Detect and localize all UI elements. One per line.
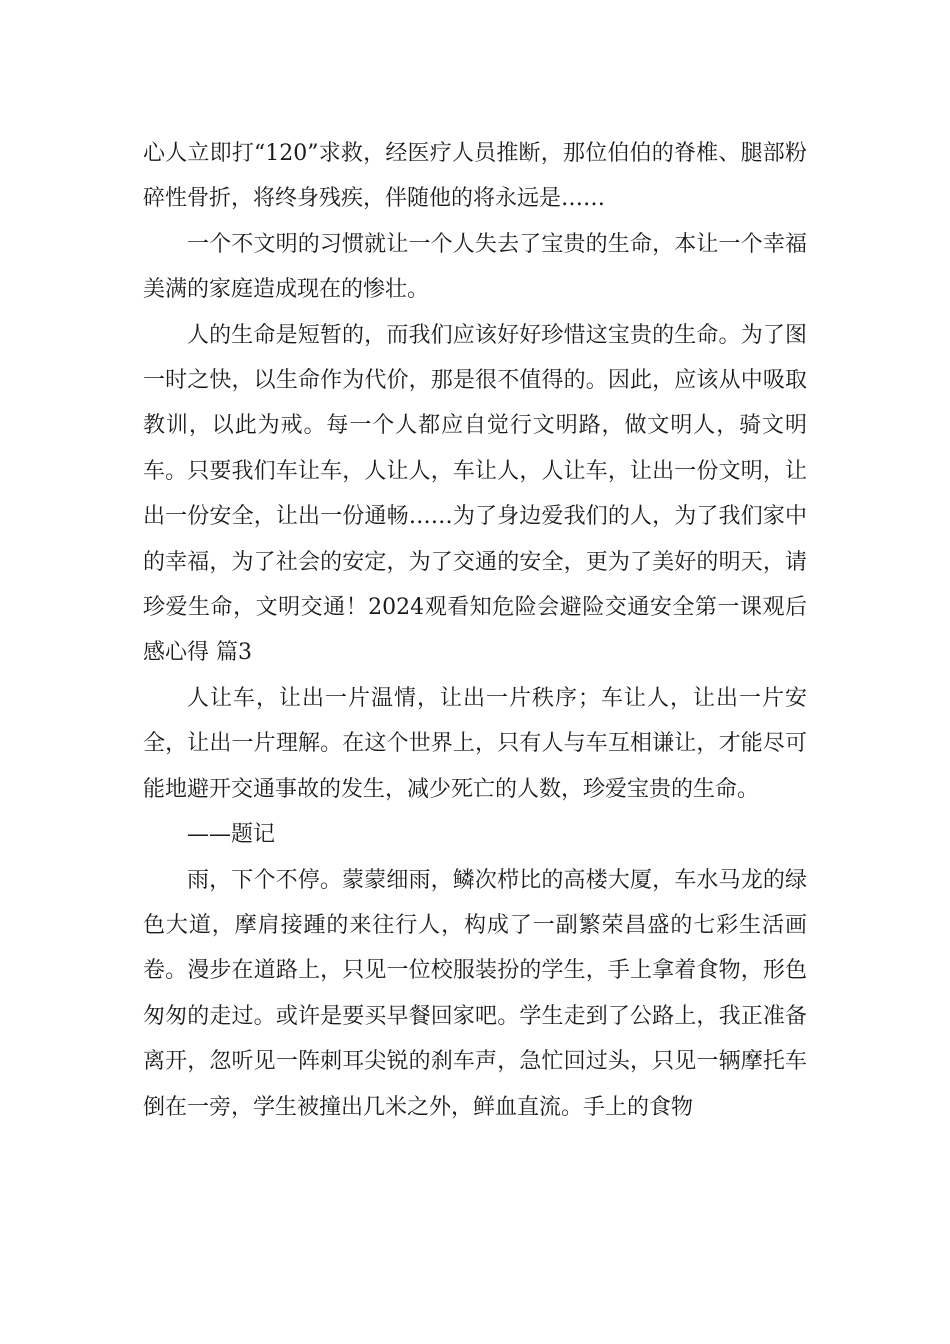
paragraph: 人让车，让出一片温情，让出一片秩序；车让人，让出一片安全，让出一片理解。在这个世界上，只有人与车互相谦让，才能尽可能地避开交通事故的发生，减少死亡的人数，珍爱宝贵的生命。 — [143, 685, 807, 802]
paragraph-continued: 心人立即打“120”求救，经医疗人员推断，那位伯伯的脊椎、腿部粉碎性骨折，将终身残疾，伴随他的将永远是…… — [143, 141, 807, 212]
paragraph: 雨，下个不停。蒙蒙细雨，鳞次栉比的高楼大厦，车水马龙的绿色大道，摩肩接踵的来往行人，构成了一副繁荣昌盛的七彩生活画卷。漫步在道路上，只见一位校服装扮的学生，手上拿着食物，形色匆匆的走过。或许是要买早餐回家吧。学生走到了公路上，我正准备离开，忽听见一阵刺耳尖锐的刹车声，急忙回过头，只见一辆摩托车倒在一旁，学生被撞出几米之外，鲜血直流。手上的食物 — [143, 867, 807, 1120]
paragraph: 一个不文明的习惯就让一个人失去了宝贵的生命，本让一个幸福美满的家庭造成现在的惨壮。 — [143, 231, 807, 303]
document-body — [143, 131, 807, 1130]
paragraph: 人的生命是短暂的，而我们应该好好珍惜这宝贵的生命。为了图一时之快，以生命作为代价，那是很不值得的。因此，应该从中吸取教训，以此为戒。每一个人都应自觉行文明路，做文明人，骑文明车。只要我们车让车，人让人，车让人，人让车，让出一份文明，让出一份安全，让出一份通畅……为了身边爱我们的人，为了我们家中的幸福，为了社会的安定，为了交通的安全，更为了美好的明天，请珍爱生命，文明交通！2024观看知危险会避险交通安全第一课观后感心得 篇3 — [143, 322, 807, 666]
dedication-line: ——题记 — [187, 822, 276, 848]
